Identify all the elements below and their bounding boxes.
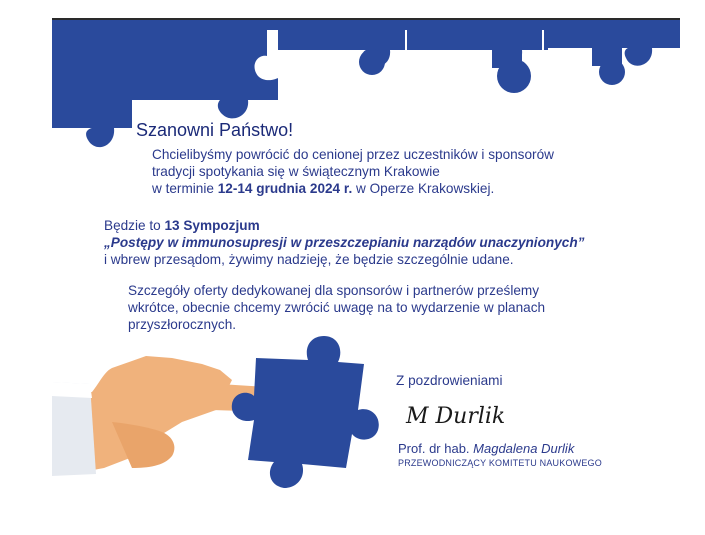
offer-line-2: wkrótce, obecnie chcemy zwrócić uwagę na to wydarzenie w planach: [128, 300, 546, 315]
closing: Z pozdrowieniami: [396, 373, 503, 388]
date-suffix: w Operze Krakowskiej.: [352, 181, 495, 196]
signer-name: Magdalena Durlik: [473, 441, 575, 456]
symposium-prefix: Będzie to: [104, 218, 165, 233]
offer-line-1: Szczegóły oferty dedykowanej dla sponsorów i partnerów prześlemy: [128, 283, 540, 298]
symposium-title: „Postępy w immunosupresji w przeszczepianiu narządów unaczynionych”: [104, 235, 585, 250]
handwritten-signature: M Durlik: [406, 404, 506, 429]
greeting: Szanowni Państwo!: [136, 120, 294, 140]
symposium-hope: i wbrew przesądom, żywimy nadzieję, że będzie szczególnie udane.: [104, 252, 514, 267]
event-date-line: [152, 180, 494, 197]
offer-line-3: przyszłorocznych.: [128, 317, 237, 332]
signer-role: PRZEWODNICZĄCY KOMITETU NAUKOWEGO: [398, 458, 602, 468]
intro-line-1: Chcielibyśmy powrócić do cenionej przez uczestników i sponsorów: [152, 147, 554, 162]
puzzle-piece: [232, 336, 379, 488]
intro-line-2: tradycji spotykania się w świątecznym Krakowie: [152, 164, 440, 179]
symposium-number: 13 Sympozjum: [164, 218, 260, 233]
puzzle-decoration: [52, 20, 680, 522]
signer-line: [398, 441, 574, 456]
signer-title: Prof. dr hab.: [398, 441, 474, 456]
event-date: 12-14 grudnia 2024 r.: [217, 181, 353, 196]
symposium-line: [104, 217, 260, 234]
date-prefix: w terminie: [152, 181, 218, 196]
invitation-card: [52, 18, 680, 522]
